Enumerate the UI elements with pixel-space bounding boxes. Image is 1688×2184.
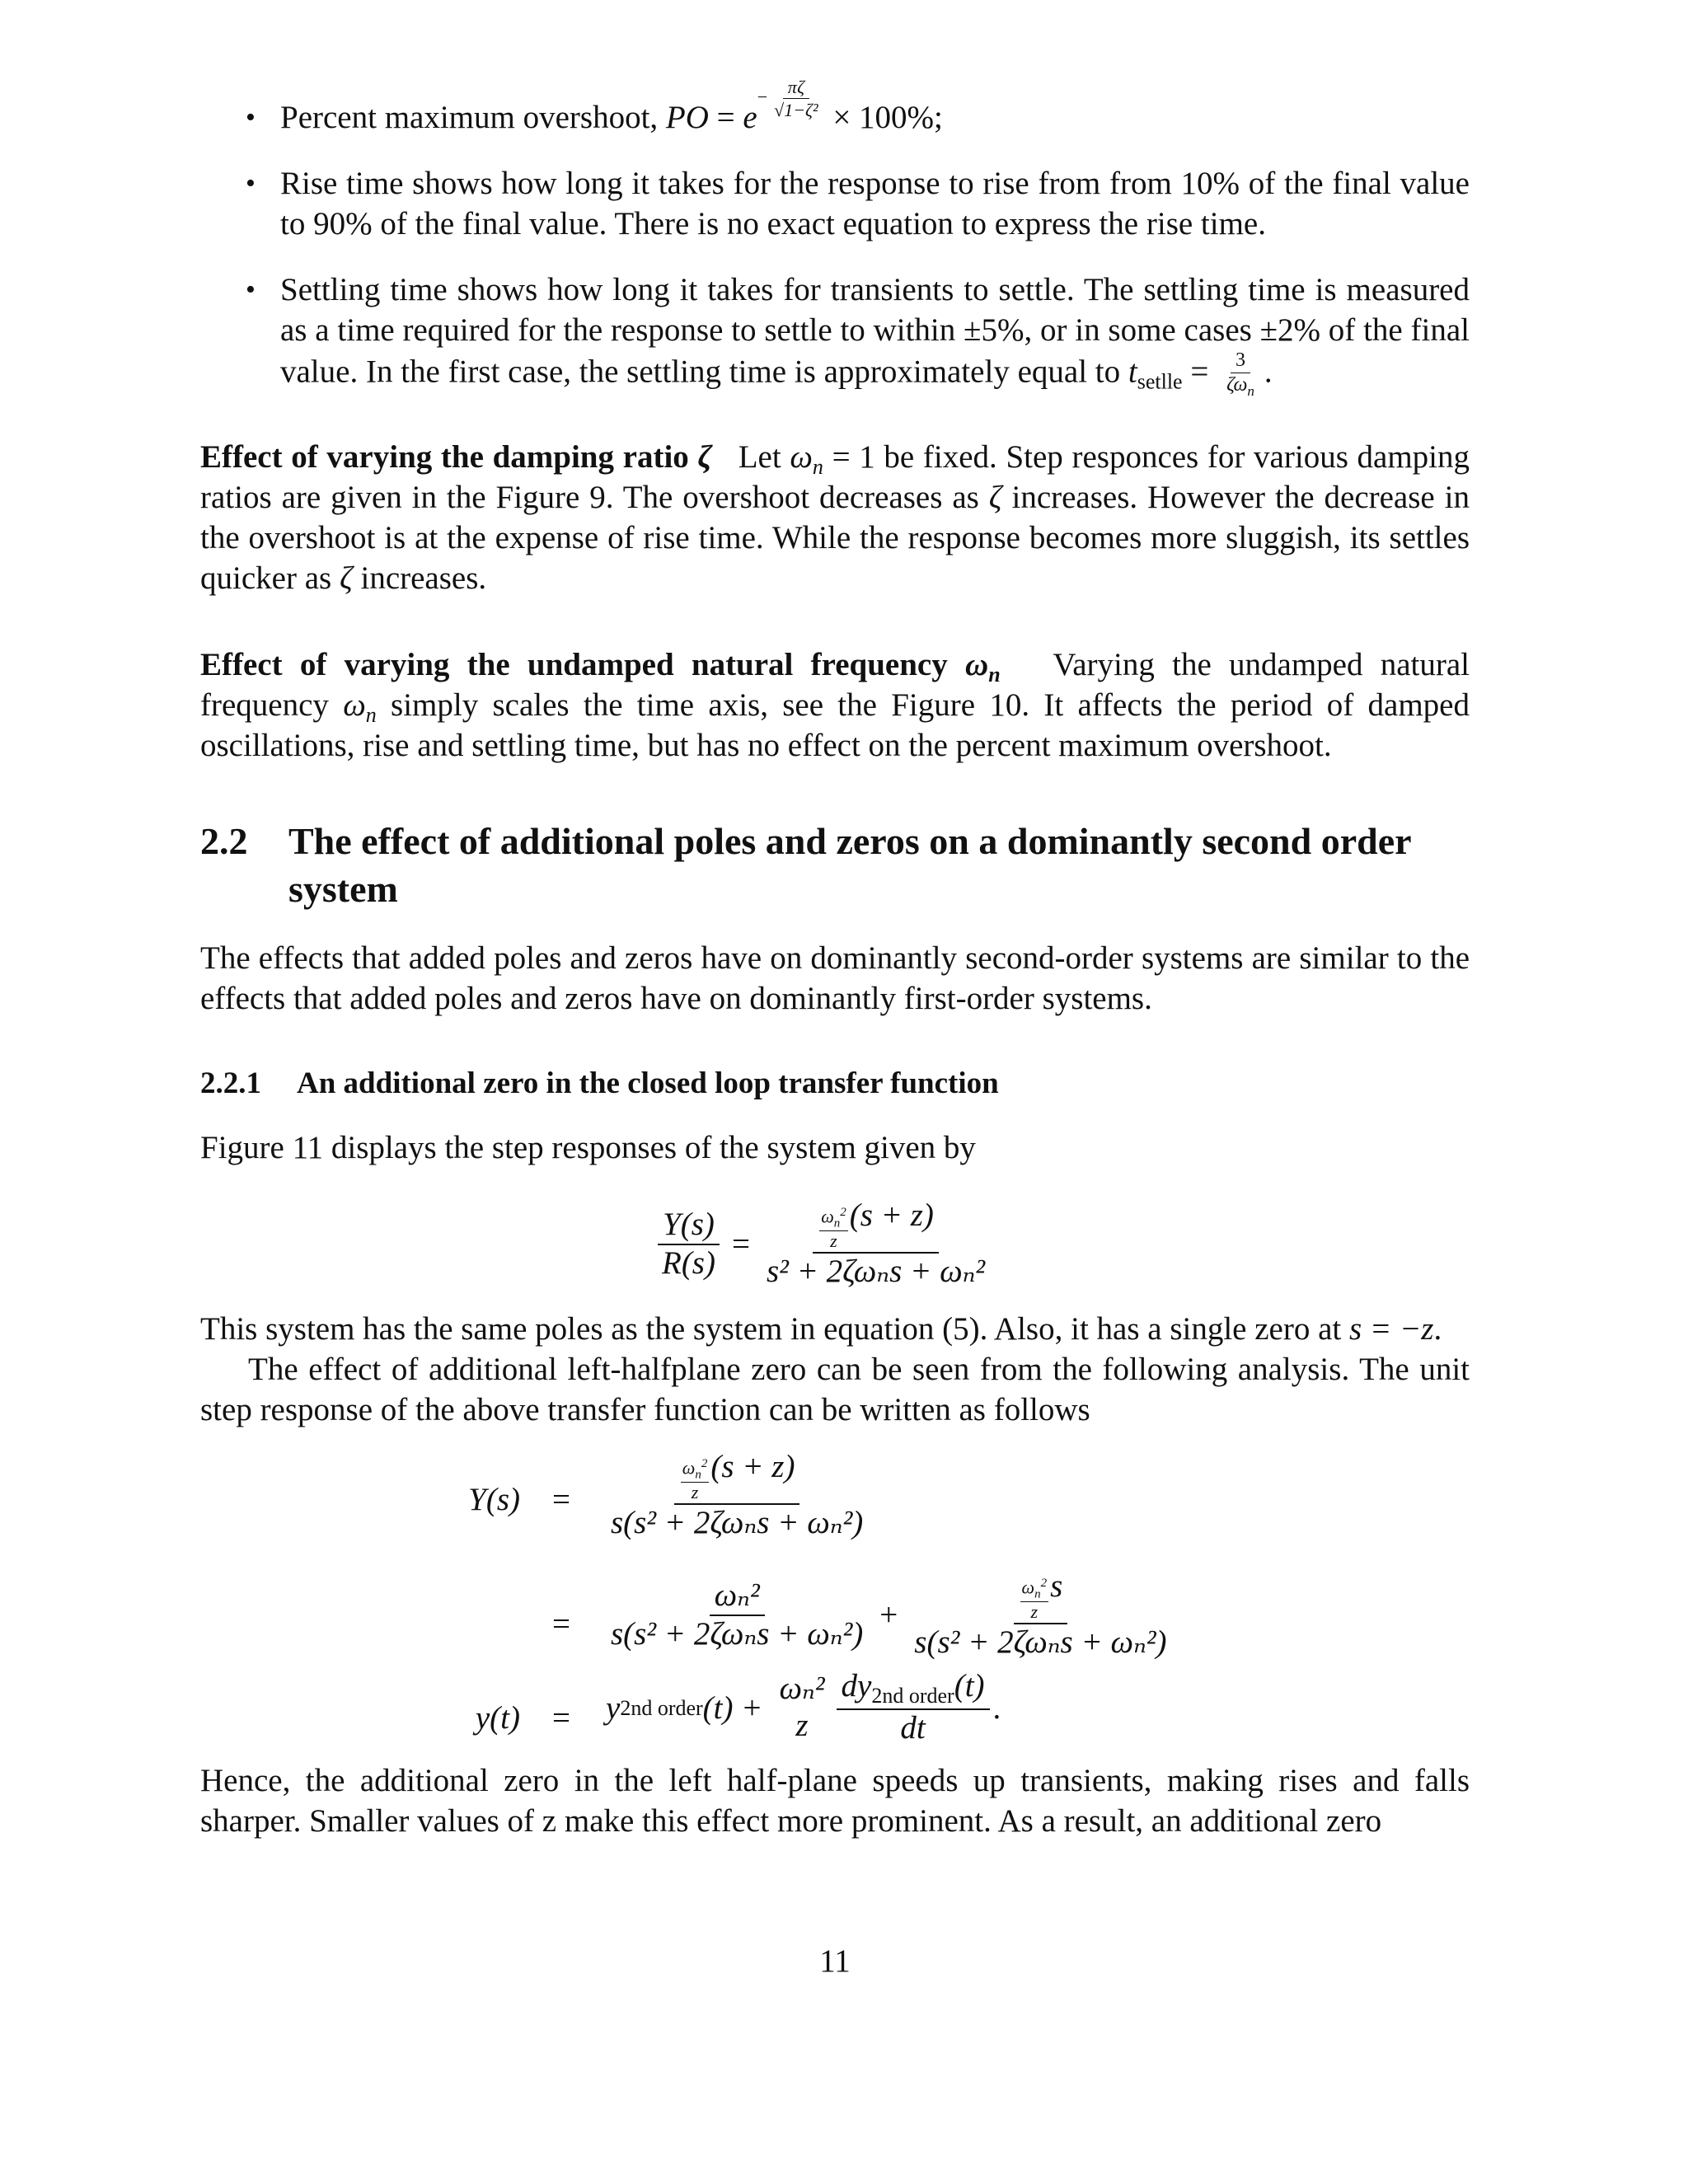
equals-sign: = [731,1226,750,1263]
page-number: 11 [819,1943,851,1979]
damping-ratio-paragraph [200,437,1470,598]
row2-numerator-2-text: s [1050,1568,1063,1604]
settling-fraction [1221,350,1259,399]
z-denominator: z [830,1230,837,1252]
subsection-lead: Figure 11 displays the step responses of the system given by [200,1130,976,1165]
n-subscript: n [365,703,377,727]
section-title: The effect of additional poles and zeros on a dominantly second order system [288,820,1411,910]
row2-denominator-2: s(s² + 2ζωₙs + ωₙ²) [914,1624,1167,1661]
omega-over-z [681,1458,710,1502]
y-of-t: y(t) [475,1700,520,1736]
damping-body-a: Let [738,439,790,475]
t-argument: (t) [954,1668,985,1704]
plus-sign: + [879,1597,898,1633]
equals-sign: = [708,100,743,135]
exponent-numerator: πζ [783,77,809,99]
lhs-denominator: R(s) [662,1244,715,1281]
period: . [1433,1311,1442,1347]
period: . [1264,354,1273,390]
fraction-denominator [1221,373,1259,399]
transfer-function-equation [652,1199,995,1289]
damping-body-b: = 1 be fixed. Step responces for various damping ratios are given in the Figure 9. The overshoot decreases as [200,439,1470,515]
y-symbol: y [606,1690,621,1726]
subsection-number: 2.2.1 [200,1066,261,1100]
equals-sign: = [552,1700,570,1736]
bullet-dot: • [246,274,256,305]
equals-sign: = [1182,354,1217,390]
exponent-denominator: √1−ζ² [774,100,818,121]
row3-coefficient-numerator: ωₙ² [779,1671,825,1707]
overshoot-exponent: − $\frac{\pi\zeta}{\text{√1−ζ²}}$ [757,77,825,120]
row1-fraction-wrap [606,1451,868,1540]
po-symbol: PO [665,100,709,135]
natural-heading [200,647,1001,687]
row1-numerator [674,1451,800,1505]
row2-numerator-2 [1014,1570,1068,1624]
damping-body-c: increases. However the decrease in the overshoot is at the expense of rise time. While the response becomes more sluggish, its settles quicker as [200,480,1470,596]
section-intro-paragraph: The effects that added poles and zeros have on dominantly second-order systems are similar to the effects that added poles and zeros have on dominantly first-order systems. [200,940,1470,1016]
rhs-numerator-text: (s + z) [849,1197,934,1233]
zeta-symbol: ζ [697,439,712,475]
closing-paragraph: Hence, the additional zero in the left half-plane speeds up transients, making rises and falls sharper. Smaller values of z make this effect more prominent. As a result, an additional zero [200,1763,1470,1839]
n-subscript: n [812,455,823,479]
section-number: 2.2 [200,820,248,862]
t-symbol: t [1128,354,1137,390]
settling-time-text: Settling time shows how long it takes for transients to settle. The settling time is measured as a time required for the response to settle to within ±5%, or in some cases ±2% of the final value. In the first case, the settling time is approximately equal to [280,272,1470,390]
subsection-title: An additional zero in the closed loop transfer function [297,1066,999,1100]
row2-numerator-1: ωₙ² [710,1579,765,1616]
exponential-base: e [743,100,757,135]
rhs-fraction [762,1199,990,1289]
bullet-dot: • [246,168,256,199]
overshoot-lead-text: Percent maximum overshoot, [280,100,666,135]
row3-coefficient-denominator: z [795,1708,809,1744]
row3-derivative [837,1670,990,1746]
overshoot-tail: × 100%; [824,100,943,135]
after-eq-text-a: This system has the same poles as the system in equation (5). Also, it has a single zero at [200,1311,1349,1347]
derivative-denominator: dt [900,1710,926,1746]
t-argument: (t) [702,1690,734,1726]
equals-sign: = [552,1482,570,1517]
fraction-numerator: 3 [1231,350,1250,373]
row1-fraction [606,1451,868,1540]
damping-heading [200,439,712,475]
damping-heading-text: Effect of varying the damping ratio [200,439,698,475]
document-page [200,0,1470,2184]
omega-symbol: ω [790,439,813,475]
fraction-denominator-sub: n [1247,382,1254,399]
row2-fraction-2 [909,1570,1171,1660]
analysis-paragraph: The effect of additional left-halfplane zero can be seen from the following analysis. The unit step response of the above transfer function can be written as follows [200,1352,1470,1427]
n-subscript: n [988,663,1001,687]
fraction-denominator-text: ζω [1226,374,1248,396]
row3-coefficient [774,1672,829,1743]
after-equation-paragraph [200,1309,1470,1349]
rise-time-text: Rise time shows how long it takes for the response to rise from from 10% of the final value to 90% of the final value. There is no exact equation to express the rise time. [280,166,1470,241]
row3-expression [606,1670,1001,1746]
t-subscript: setlle [1137,369,1183,394]
natural-frequency-paragraph [200,644,1470,766]
derivative-numerator [837,1670,990,1710]
subsection-heading [200,1065,1470,1103]
omega-symbol: ω [964,647,989,682]
omega-over-z [1020,1577,1049,1622]
omega-symbol: ω [343,687,366,723]
row2-fraction-1 [606,1579,868,1652]
zeta-symbol: ζ [339,560,353,596]
equals-sign: = [552,1606,570,1642]
lhs-fraction [657,1208,720,1281]
second-order-subscript: 2nd order [871,1684,954,1708]
rhs-numerator [813,1199,939,1254]
damping-body-d: increases. [352,560,487,596]
z-denominator: z [1030,1601,1039,1623]
plus-sign: + [743,1690,762,1726]
lhs-numerator: Y(s) [658,1208,720,1245]
z-denominator: z [691,1482,699,1503]
y-of-s: Y(s) [468,1482,520,1517]
rhs-denominator: s² + 2ζωₙs + ωₙ² [766,1254,986,1290]
omega-squared: $\omega_n^2$ [682,1456,708,1482]
row2-expression [606,1570,1172,1660]
natural-body-a: Varying the undamped natural frequency [200,647,1470,723]
natural-body-b: simply scales the time axis, see the Figure 10. It affects the period of damped oscillations, rise and settling time, but has no effect on the percent maximum overshoot. [200,687,1470,763]
zeta-symbol: ζ [988,480,1002,515]
natural-heading-text: Effect of varying the undamped natural frequency [200,647,965,682]
omega-squared: $\omega_n^2$ [1021,1576,1048,1601]
bullet-dot: • [246,102,256,133]
omega-over-z [819,1207,848,1251]
row1-numerator-text: (s + z) [710,1449,795,1484]
zero-location: s = −z [1348,1311,1434,1347]
dy-text: dy [841,1668,872,1704]
second-order-subscript: 2nd order [620,1695,703,1720]
row2-denominator-1: s(s² + 2ζωₙs + ωₙ²) [611,1615,864,1652]
omega-squared: $\omega_n^2$ [821,1205,846,1230]
row1-denominator: s(s² + 2ζωₙs + ωₙ²) [611,1505,864,1541]
period: . [992,1690,1001,1726]
